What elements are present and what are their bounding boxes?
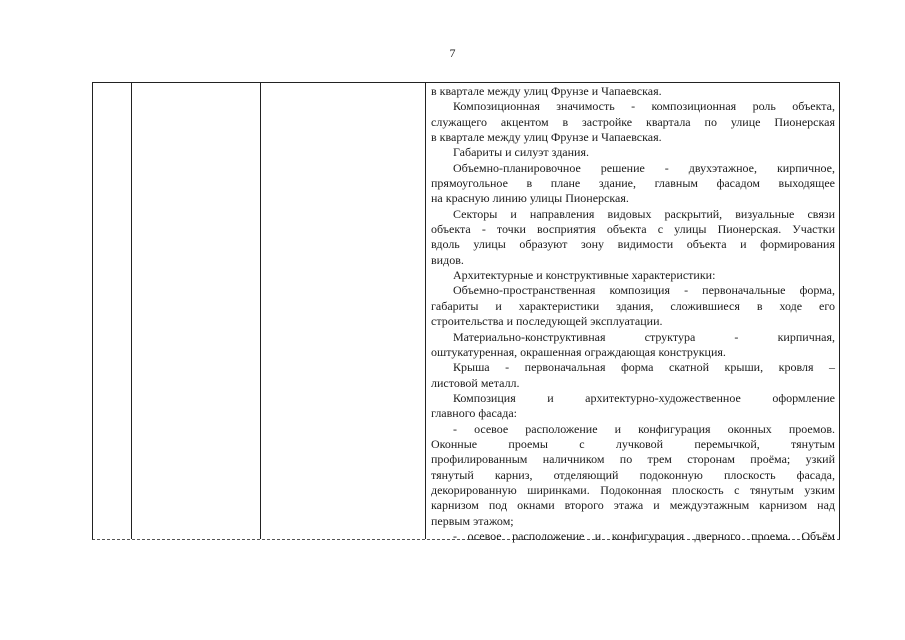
text-line: в квартале между улиц Фрунзе и Чапаевская.	[431, 130, 662, 145]
text-line: первым этажом;	[431, 513, 514, 528]
text-line: Композиция и архитектурно-художественное оформление	[453, 390, 835, 405]
text-line: Габариты и силуэт здания.	[453, 145, 589, 160]
text-line: в квартале между улиц Фрунзе и Чапаевская.	[431, 84, 662, 98]
text-line: тянутый карниз, отделяющий подоконную плоскость фасада,	[431, 467, 835, 482]
column-divider	[260, 83, 261, 539]
text-line: главного фасада:	[431, 406, 518, 421]
text-line: оштукатуренная, окрашенная ограждающая конструкция.	[431, 344, 726, 359]
text-line: габариты и характеристики здания, сложившиеся в ходе его	[431, 298, 835, 313]
text-line: Композиционная значимость - композиционная роль объекта,	[453, 99, 835, 114]
description-cell	[431, 84, 835, 544]
text-line: Крыша - первоначальная форма скатной крыши, кровля –	[453, 360, 835, 375]
text-line: прямоугольное в плане здание, главным фасадом выходящее	[431, 176, 835, 191]
text-line: Секторы и направления видовых раскрытий, визуальные связи	[453, 206, 835, 221]
text-line: на красную линию улицы Пионерская.	[431, 191, 629, 206]
text-line: карнизом под окнами второго этажа и междуэтажным карнизом над	[431, 498, 835, 513]
text-line: - осевое расположение и конфигурация дверного проема. Объём	[453, 528, 835, 543]
text-line: Оконные проемы с лучковой перемычкой, тянутым	[431, 436, 835, 451]
text-line: Материально-конструктивная структура - кирпичная,	[453, 329, 835, 344]
text-line: - осевое расположение и конфигурация оконных проемов.	[453, 421, 835, 436]
text-line: видов.	[431, 252, 464, 267]
page-number: 7	[449, 46, 456, 60]
text-line: вдоль улицы образуют зону видимости объекта и формирования	[431, 237, 835, 252]
text-line: листовой металл.	[431, 375, 520, 390]
text-line: декорированную ширинками. Подоконная плоскость с тянутым узким	[431, 482, 835, 497]
document-table	[92, 82, 840, 543]
column-divider	[131, 83, 132, 539]
text-line: служащего акцентом в застройке квартала по улице Пионерская	[431, 114, 835, 129]
text-line: Объемно-пространственная композиция - первоначальные форма,	[453, 283, 835, 298]
text-line: объекта - точки восприятия объекта с улицы Пионерская. Участки	[431, 222, 835, 237]
text-line: Архитектурные и конструктивные характеристики:	[453, 268, 716, 283]
text-line: профилированным наличником по трем сторонам проёма; узкий	[431, 452, 835, 467]
column-divider	[425, 83, 426, 539]
text-line: Объемно-планировочное решение - двухэтажное, кирпичное,	[453, 160, 835, 175]
text-line: строительства и последующей эксплуатации.	[431, 314, 663, 329]
